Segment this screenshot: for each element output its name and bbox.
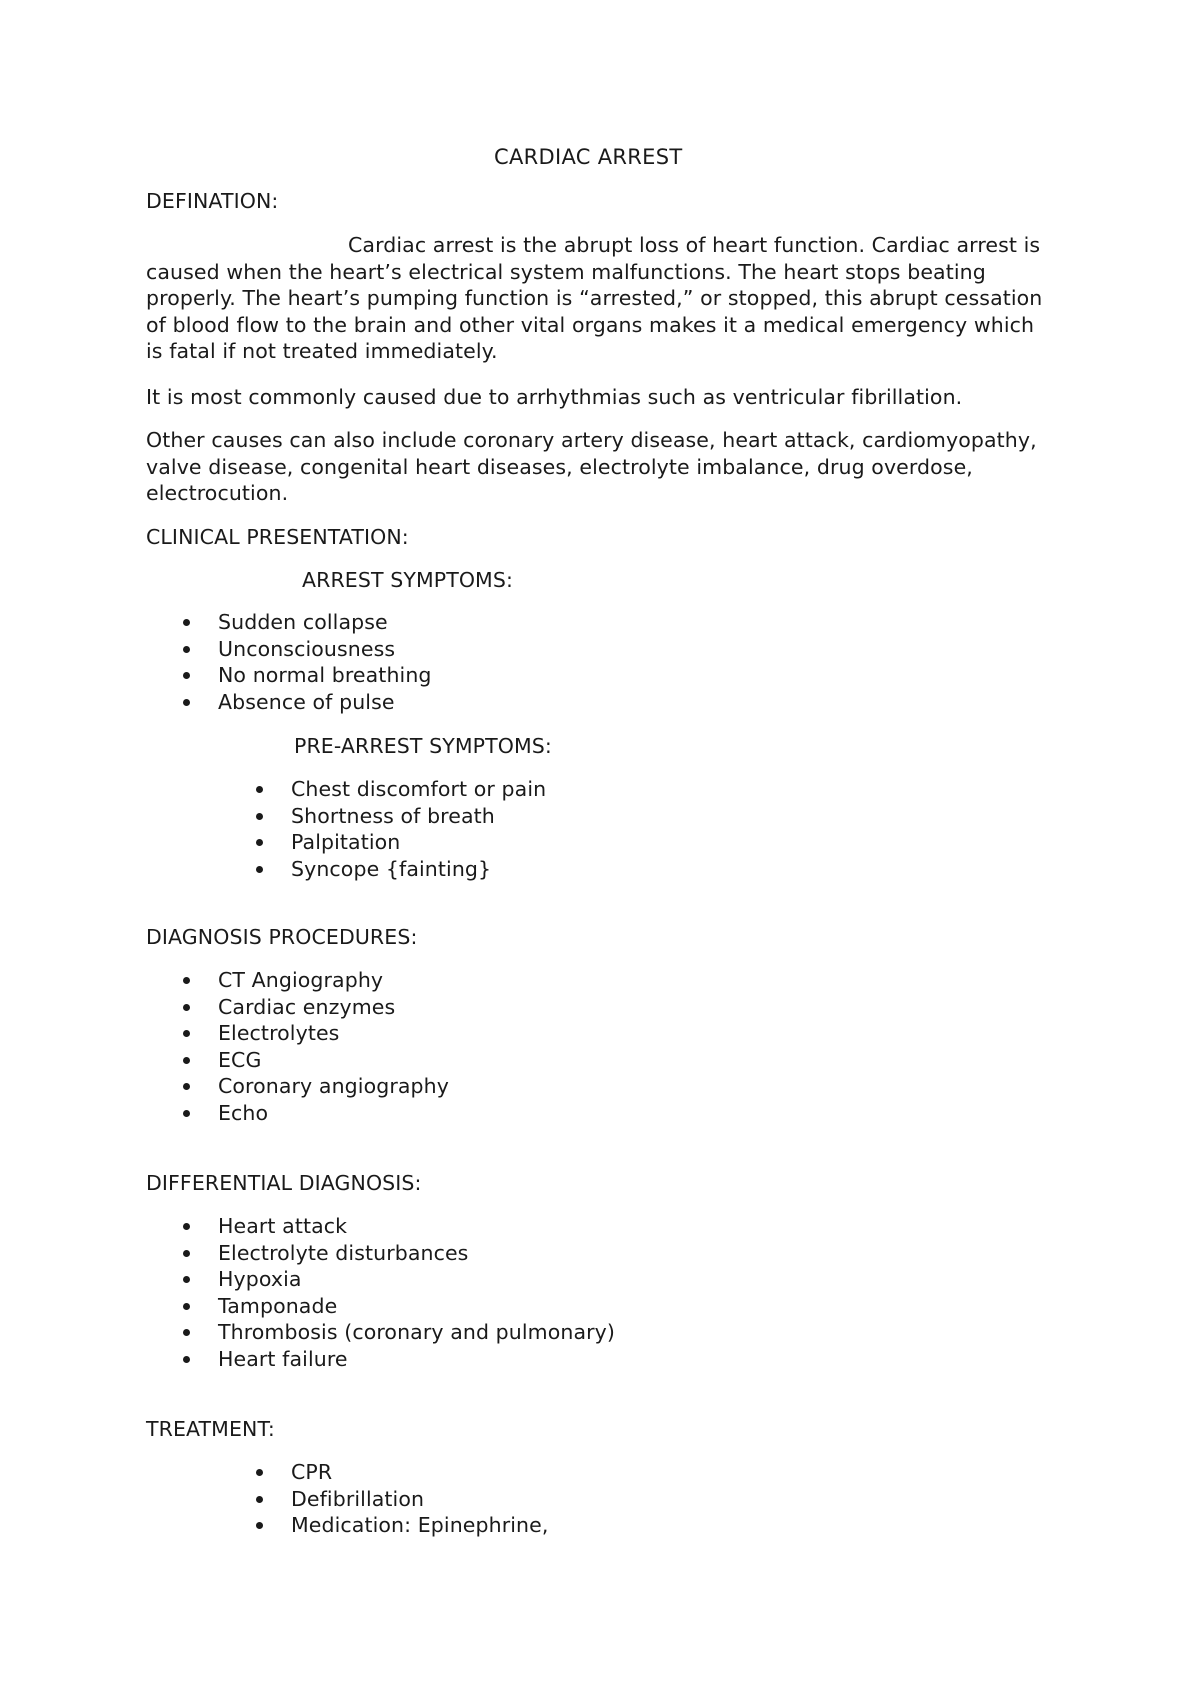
bullet-icon [183,1110,190,1117]
document-title: CARDIAC ARREST [494,145,683,169]
arrest-symptoms-list [218,609,432,715]
list-item [291,856,546,883]
bullet-icon [183,1004,190,1011]
list-item-text: CPR [291,1460,333,1484]
bullet-icon [183,672,190,679]
bullet-icon [256,1496,263,1503]
bullet-icon [183,646,190,653]
bullet-icon [183,1083,190,1090]
list-item-text: Heart failure [218,1346,348,1371]
bullet-icon [183,1223,190,1230]
list-item [218,1319,615,1346]
list-item [291,1512,548,1539]
list-item [218,1047,449,1074]
pre-arrest-symptoms-list [291,776,546,882]
list-item [218,967,449,994]
list-item-text: Palpitation [291,830,401,855]
bullet-icon [183,1356,190,1363]
bullet-icon [256,1469,263,1476]
bullet-icon [183,1303,190,1310]
list-item-text: Medication: Epinephrine, [291,1513,549,1538]
definition-paragraph-1: Cardiac arrest is the abrupt loss of heart function. Cardiac arrest is caused when the heart’s electrical system malfunctions. The heart stops beating properly. The heart’s pumping function is “arrested,” or stopped, this abrupt cessation of blood flow to the brain and other vital organs makes it a medical emergency which is fatal if not treated immediately. [146,233,1043,364]
list-item-text: Shortness of breath [291,803,495,828]
list-item-text: Electrolyte disturbances [218,1240,469,1265]
list-item-text: Defibrillation [291,1486,425,1511]
list-item [218,609,432,636]
clinical-presentation-heading: CLINICAL PRESENTATION: [146,525,409,549]
list-item [218,1213,615,1240]
list-item-text: Electrolytes [218,1021,340,1046]
list-item [291,1459,548,1486]
diagnosis-heading: DIAGNOSIS PROCEDURES: [146,925,418,949]
definition-paragraph-3: Other causes can also include coronary artery disease, heart attack, cardiomyopathy, valve disease, congenital heart diseases, electrolyte imbalance, drug overdose, electrocution. [146,428,1037,506]
list-item-text: Chest discomfort or pain [291,777,547,801]
list-item-text: Absence of pulse [218,689,395,714]
list-item-text: Thrombosis (coronary and pulmonary) [218,1320,616,1345]
list-item [218,662,432,689]
list-item [218,1240,615,1267]
differential-diagnosis-heading: DIFFERENTIAL DIAGNOSIS: [146,1171,422,1195]
list-item-text: Tamponade [218,1293,338,1318]
bullet-icon [183,977,190,984]
bullet-icon [183,1329,190,1336]
list-item-text: ECG [218,1047,262,1072]
list-item-text: Coronary angiography [218,1074,449,1099]
bullet-icon [183,699,190,706]
list-item-text: Syncope {fainting} [291,856,492,881]
list-item [218,689,432,716]
bullet-icon [256,1522,263,1529]
list-item [218,1266,615,1293]
list-item [291,829,546,856]
bullet-icon [183,1250,190,1257]
list-item [218,994,449,1021]
bullet-icon [183,619,190,626]
list-item [291,803,546,830]
bullet-icon [256,839,263,846]
pre-arrest-symptoms-heading: PRE-ARREST SYMPTOMS: [294,734,552,758]
bullet-icon [256,786,263,793]
list-item [291,776,546,803]
differential-diagnosis-list [218,1213,615,1373]
bullet-icon [183,1030,190,1037]
list-item [218,1346,615,1373]
list-item [218,1100,449,1127]
list-item [291,1486,548,1513]
bullet-icon [256,866,263,873]
list-item-text: Sudden collapse [218,610,388,634]
diagnosis-list [218,967,449,1127]
definition-paragraph-2: It is most commonly caused due to arrhythmias such as ventricular fibrillation. [146,385,963,409]
list-item-text: No normal breathing [218,663,432,688]
bullet-icon [183,1276,190,1283]
arrest-symptoms-heading: ARREST SYMPTOMS: [302,568,513,592]
list-item-text: Hypoxia [218,1267,302,1292]
list-item-text: CT Angiography [218,968,384,992]
list-item-text: Unconsciousness [218,636,396,661]
bullet-icon [256,813,263,820]
bullet-icon [183,1057,190,1064]
list-item-text: Cardiac enzymes [218,994,396,1019]
list-item-text: Heart attack [218,1214,348,1238]
list-item [218,1020,449,1047]
list-item [218,636,432,663]
treatment-heading: TREATMENT: [146,1417,275,1441]
definition-heading: DEFINATION: [146,189,279,213]
list-item [218,1293,615,1320]
treatment-list [291,1459,548,1539]
list-item-text: Echo [218,1100,269,1125]
list-item [218,1073,449,1100]
